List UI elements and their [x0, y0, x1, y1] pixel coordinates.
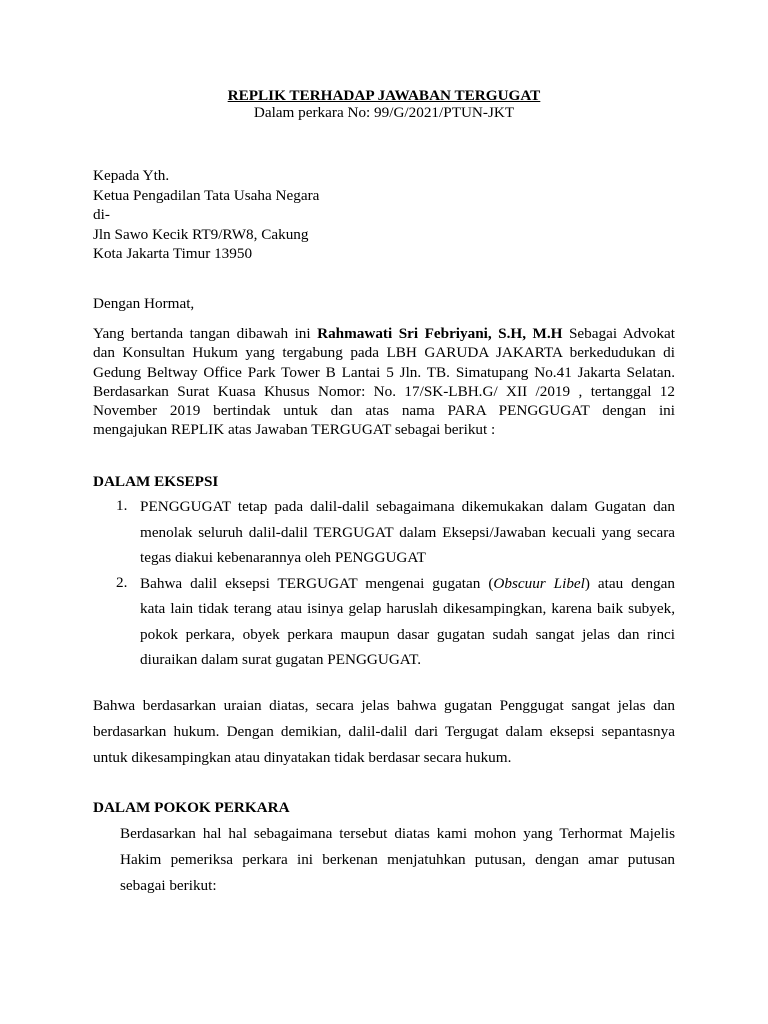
paragraph-line: untuk dikesampingkan atau dinyatakan tidak berdasar secara hukum. [93, 749, 512, 766]
list-number: 1. [116, 497, 128, 514]
eksepsi-heading: DALAM EKSEPSI [93, 473, 219, 490]
list-item [93, 497, 675, 574]
document-title: REPLIK TERHADAP JAWABAN TERGUGAT [227, 87, 541, 104]
list-line: pokok perkara, obyek perkara maupun dasar gugatan sudah sangat jelas dan rinci [140, 625, 675, 643]
recipient-address [93, 166, 319, 264]
paragraph-line: sebagai berikut: [120, 877, 217, 894]
advocate-name: Rahmawati Sri Febriyani, S.H, M.H [317, 325, 563, 342]
paragraph-line: Hakim pemeriksa perkara ini berkenan menjatuhkan putusan, dengan amar putusan [120, 851, 675, 868]
pokok-paragraph [120, 824, 675, 902]
intro-line: Berdasarkan Surat Kuasa Khusus Nomor: No. 17/SK-LBH.G/ XII /2019 , tertanggal 12 [93, 382, 675, 400]
pokok-heading: DALAM POKOK PERKARA [93, 799, 290, 816]
eksepsi-list [93, 497, 675, 676]
case-number: Dalam perkara No: 99/G/2021/PTUN-JKT [253, 104, 515, 121]
intro-line: November 2019 bertindak untuk dan atas nama PARA PENGGUGAT dengan ini [93, 402, 675, 420]
list-line: kata lain tidak terang atau isinya gelap haruslah dikesampingkan, karena baik subyek, [140, 600, 675, 617]
conclusion-paragraph [93, 696, 675, 774]
address-line: Kota Jakarta Timur 13950 [93, 245, 253, 262]
list-number: 2. [116, 573, 128, 591]
address-line: Kepada Yth. [93, 167, 170, 184]
list-line: PENGGUGAT tetap pada dalil-dalil sebagaimana dikemukakan dalam Gugatan dan [140, 498, 675, 515]
paragraph-line: berdasarkan hukum. Dengan demikian, dalil-dalil dari Tergugat dalam eksepsi sepantasnya [93, 723, 675, 740]
greeting: Dengan Hormat, [93, 295, 195, 312]
list-line: menolak seluruh dalil-dalil TERGUGAT dalam Eksepsi/Jawaban kecuali yang secara [140, 523, 675, 541]
list-line: tegas diakui kebenarannya oleh PENGGUGAT [140, 549, 426, 566]
address-line: Ketua Pengadilan Tata Usaha Negara [93, 186, 320, 204]
address-line: di- [93, 206, 110, 223]
paragraph-line: Bahwa berdasarkan uraian diatas, secara jelas bahwa gugatan Penggugat sangat jelas dan [93, 697, 675, 714]
intro-line: Yang bertanda tangan dibawah ini Rahmawati Sri Febriyani, S.H, M.H Sebagai Advokat [93, 325, 676, 342]
address-line: Jln Sawo Kecik RT9/RW8, Cakung [93, 225, 309, 243]
intro-line: Gedung Beltway Office Park Tower B Lantai 5 Jln. TB. Simatupang No.41 Jakarta Selatan. [93, 363, 675, 381]
obscuur-libel-term: Obscuur Libel [493, 574, 585, 592]
intro-line: dan Konsultan Hukum yang tergabung pada LBH GARUDA JAKARTA berkedudukan di [93, 344, 675, 362]
intro-paragraph [93, 324, 675, 440]
paragraph-line: Berdasarkan hal hal sebagaimana tersebut diatas kami mohon yang Terhormat Majelis [120, 825, 675, 842]
list-line: Bahwa dalil eksepsi TERGUGAT mengenai gugatan (Obscuur Libel) atau dengan [140, 574, 676, 592]
intro-line: mengajukan REPLIK atas Jawaban TERGUGAT sebagai berikut : [93, 421, 496, 439]
list-item [93, 574, 675, 676]
list-line: diuraikan dalam surat gugatan PENGGUGAT. [140, 651, 422, 668]
